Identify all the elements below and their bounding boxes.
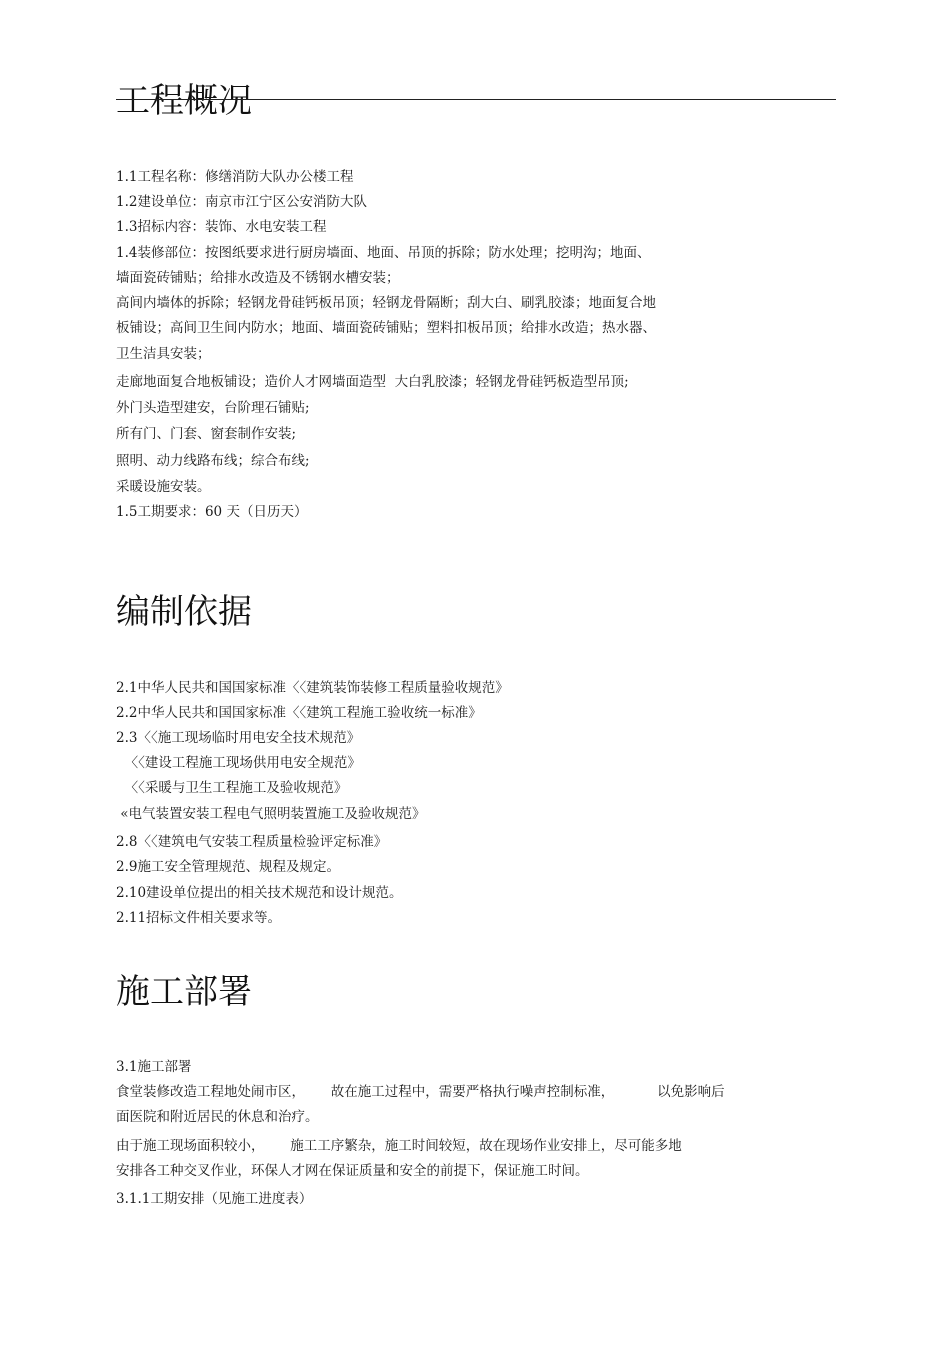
text-line: 2.3〈〈施工现场临时用电安全技术规范》 xyxy=(116,730,361,746)
text-line: 板铺设；高间卫生间内防水；地面、墙面瓷砖铺贴；塑料扣板吊顶；给排水改造；热水器、 xyxy=(116,320,656,336)
text-line: 1.5工期要求：60 天（日历天） xyxy=(116,504,308,520)
text-line: 3.1.1工期安排（见施工进度表） xyxy=(116,1191,313,1207)
text-line: 1.3招标内容：装饰、水电安装工程 xyxy=(116,219,327,235)
text-line: «电气装置安装工程电气照明装置施工及验收规范》 xyxy=(116,806,426,822)
text-line: 卫生洁具安装； xyxy=(116,346,211,362)
text-line: 外门头造型建安，台阶理石铺贴; xyxy=(116,400,310,416)
text-line: 2.9施工安全管理规范、规程及规定。 xyxy=(116,859,340,875)
text-line: 1.1工程名称：修缮消防大队办公楼工程 xyxy=(116,169,354,185)
text-line: 面医院和附近居民的休息和治疗。 xyxy=(116,1109,319,1125)
section-heading-basis: 编制依据 xyxy=(116,592,252,632)
text-line: 3.1施工部署 xyxy=(116,1059,192,1075)
text-line: 由于施工现场面积较小， 施工工序繁杂，施工时间较短，故在现场作业安排上，尽可能多地 xyxy=(116,1138,682,1154)
text-line: 〈〈建设工程施工现场供用电安全规范》 xyxy=(116,755,361,771)
text-line: 墙面瓷砖铺贴；给排水改造及不锈钢水槽安装； xyxy=(116,270,400,286)
text-line: 食堂装修改造工程地处闹市区， 故在施工过程中，需要严格执行噪声控制标准， 以免影响后 xyxy=(116,1084,725,1100)
text-line: 2.11招标文件相关要求等。 xyxy=(116,910,282,926)
text-line: 〈〈采暖与卫生工程施工及验收规范》 xyxy=(116,780,348,796)
text-line: 走廊地面复合地板铺设；造价人才网墙面造型 大白乳胶漆；轻钢龙骨硅钙板造型吊顶; xyxy=(116,374,629,390)
text-line: 照明、动力线路布线；综合布线; xyxy=(116,453,310,469)
text-line: 1.2建设单位：南京市江宁区公安消防大队 xyxy=(116,194,367,210)
heading-underline xyxy=(116,99,836,100)
text-line: 采暖设施安装。 xyxy=(116,479,211,495)
text-line: 1.4装修部位：按图纸要求进行厨房墙面、地面、吊顶的拆除；防水处理；挖明沟；地面、 xyxy=(116,245,651,261)
text-line: 2.2中华人民共和国国家标准〈〈建筑工程施工验收统一标准》 xyxy=(116,705,482,721)
text-line: 2.8〈〈建筑电气安装工程质量检验评定标准》 xyxy=(116,834,388,850)
text-line: 安排各工种交叉作业，环保人才网在保证质量和安全的前提下，保证施工时间。 xyxy=(116,1163,589,1179)
section-heading-construction-deployment: 施工部署 xyxy=(116,972,252,1012)
text-line: 2.1中华人民共和国国家标准〈〈建筑装饰装修工程质量验收规范》 xyxy=(116,680,509,696)
text-line: 高间内墙体的拆除；轻钢龙骨硅钙板吊顶；轻钢龙骨隔断；刮大白、刷乳胶漆；地面复合地 xyxy=(116,295,656,311)
text-line: 2.10建设单位提出的相关技术规范和设计规范。 xyxy=(116,885,403,901)
text-line: 所有门、门套、窗套制作安装; xyxy=(116,426,297,442)
section-heading-project-overview: 工程概况 xyxy=(116,81,252,121)
